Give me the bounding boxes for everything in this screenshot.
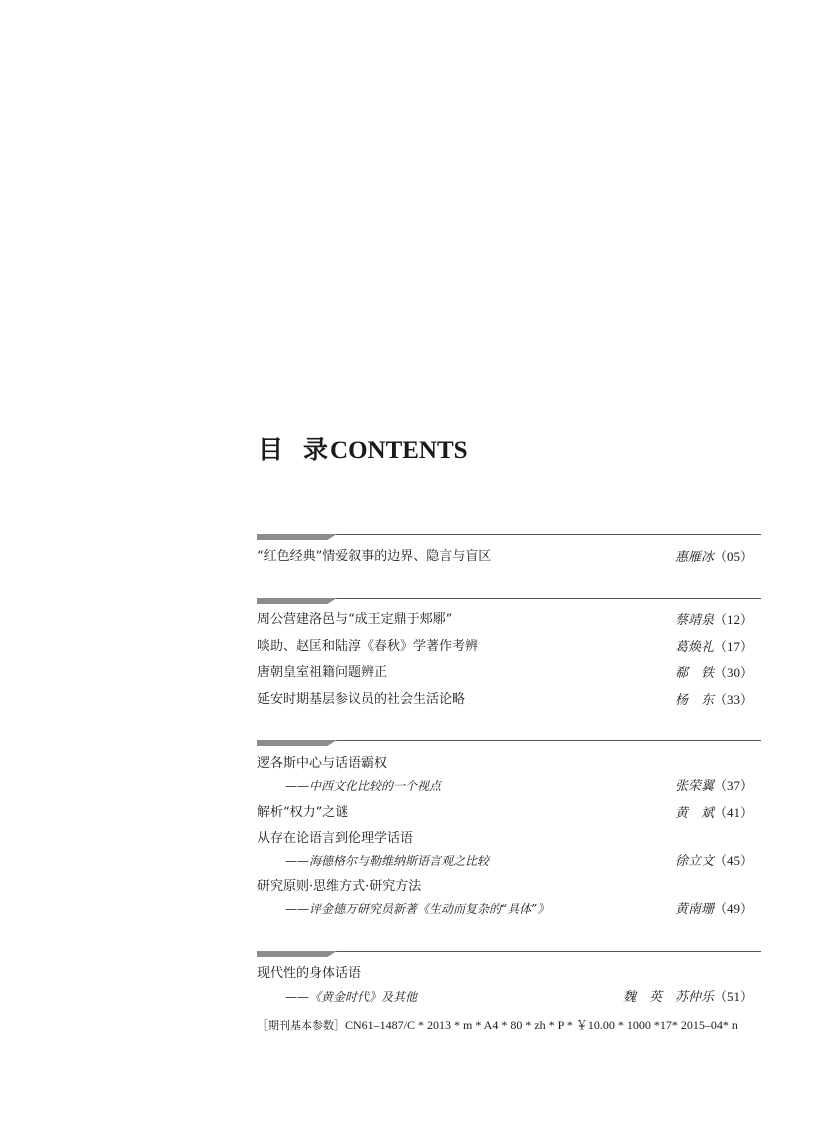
- entry-subtitle: ——《黄金时代》及其他: [285, 990, 418, 1004]
- title-cn-lu: 录: [303, 435, 329, 464]
- entry-title: 周公营建洛邑与“成王定鼎于郏鄏”: [257, 612, 453, 627]
- entry-page: （17）: [713, 639, 753, 654]
- toc-entry-subtitle[interactable]: [257, 898, 761, 920]
- entry-page: （12）: [713, 612, 753, 627]
- entry-page: （33）: [713, 692, 753, 707]
- toc-entry-subtitle[interactable]: [257, 986, 761, 1008]
- entry-title: 啖助、赵匡和陆淳《春秋》学著作考辨: [257, 639, 479, 654]
- toc-entry[interactable]: [257, 963, 761, 985]
- entry-title: 现代性的身体话语: [257, 966, 362, 981]
- journal-parameters: [257, 1016, 738, 1035]
- entry-author: 黄 斌（41）: [674, 805, 753, 821]
- entry-author: 魏 英 苏仲乐（51）: [622, 989, 753, 1005]
- title-cn-mu: 目: [258, 435, 284, 464]
- section-divider: [257, 598, 761, 604]
- page-title: [258, 432, 468, 468]
- entry-title: 从存在论语言到伦理学话语: [257, 831, 414, 846]
- section-divider: [257, 740, 761, 746]
- entry-title: 研究原则·思维方式·研究方法: [257, 879, 422, 894]
- toc-entry-subtitle[interactable]: [257, 850, 761, 872]
- entry-author: 杨 东（33）: [674, 692, 753, 708]
- entry-author: 张荣翼（37）: [674, 778, 753, 794]
- entry-subtitle: ——海德格尔与勒维纳斯语言观之比较: [285, 854, 490, 868]
- entry-subtitle: ——中西文化比较的一个视点: [285, 779, 442, 793]
- entry-page: （45）: [713, 853, 753, 868]
- entry-title: 延安时期基层参议员的社会生活论略: [257, 692, 466, 707]
- toc-entry[interactable]: [257, 828, 761, 850]
- entry-page: （49）: [713, 901, 753, 916]
- toc-entry[interactable]: [257, 802, 761, 824]
- title-en: CONTENTS: [330, 437, 468, 464]
- toc-entry[interactable]: [257, 546, 761, 568]
- entry-author: 徐立文（45）: [674, 853, 753, 869]
- entry-page: （30）: [713, 665, 753, 680]
- entry-page: （51）: [713, 989, 753, 1004]
- section-divider: [257, 951, 761, 957]
- entry-page: （37）: [713, 778, 753, 793]
- toc-entry[interactable]: [257, 876, 761, 898]
- toc-entry[interactable]: [257, 636, 761, 658]
- entry-subtitle: ——评金德万研究员新著《生动而复杂的“具体”》: [285, 902, 550, 916]
- toc-entry[interactable]: [257, 753, 761, 775]
- entry-author: 葛焕礼（17）: [674, 639, 753, 655]
- parameters-label: ［期刊基本参数］: [257, 1019, 345, 1032]
- entry-author: 黄南珊（49）: [674, 901, 753, 917]
- toc-entry-subtitle[interactable]: [257, 775, 761, 797]
- entry-author: 蔡靖泉（12）: [674, 612, 753, 628]
- toc-entry[interactable]: [257, 609, 761, 631]
- toc-entry[interactable]: [257, 689, 761, 711]
- entry-title: 唐朝皇室祖籍问题辨正: [257, 665, 388, 680]
- entry-page: （05）: [713, 549, 753, 564]
- entry-author: 惠雁冰（05）: [674, 549, 753, 565]
- toc-entry[interactable]: [257, 662, 761, 684]
- entry-author: 郗 铁（30）: [674, 665, 753, 681]
- parameters-value: CN61–1487/C * 2013 * m * A4 * 80 * zh * P * ￥10.00 * 1000 *17* 2015–04* n: [345, 1018, 738, 1032]
- entry-title: “红色经典”情爱叙事的边界、隐言与盲区: [257, 549, 492, 564]
- entry-page: （41）: [713, 805, 753, 820]
- section-divider: [257, 534, 761, 540]
- entry-title: 逻各斯中心与话语霸权: [257, 756, 388, 771]
- entry-title: 解析“权力”之谜: [257, 805, 349, 820]
